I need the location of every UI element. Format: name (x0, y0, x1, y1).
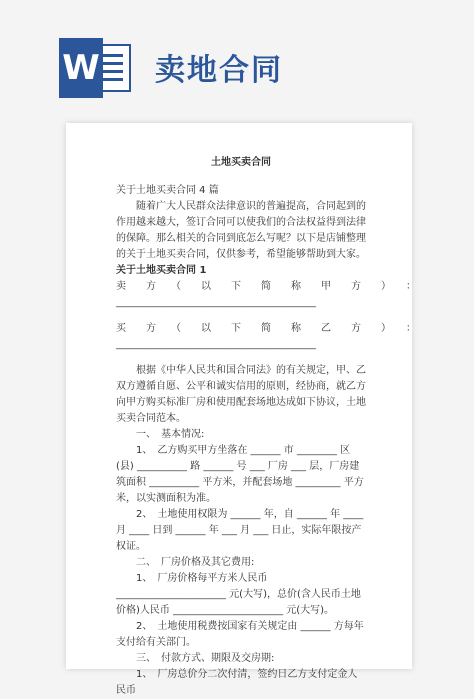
party-b-label: 买 方 （ 以 下 简 称 乙 方 ） ： (116, 323, 421, 334)
party-b-blank: ________________________________________ (116, 339, 316, 350)
clause-text: 1、 厂房价格每平方米人民币 ______________________ 元(大写)，总价(含人民币土地价格)人民币 ______________________ 元(大写)。 (116, 573, 361, 616)
document-heading: 卖地合同 (155, 53, 283, 88)
document-title: 土地买卖合同 (211, 157, 271, 168)
word-logo-badge: W (59, 38, 103, 98)
clause-heading: 一、 基本情况: (136, 429, 205, 440)
intro-line: 关于土地买卖合同 4 篇 (116, 185, 219, 196)
intro-paragraph: 随着广大人民群众法律意识的普遍提高，合同起到的作用越来越大，签订合同可以使我们的合法权益得到法律的保障。那么相关的合同到底怎么写呢？以下是店铺整理的关于土地买卖合同，仅供参考，希望能够帮助到大家。 (116, 201, 366, 260)
document-body (116, 155, 421, 699)
section-heading: 关于土地买卖合同 1 (116, 265, 207, 276)
clause-heading: 三、 付款方式、期限及交房期: (136, 653, 275, 664)
contract-paragraph: 根据《中华人民共和国合同法》的有关规定，甲、乙双方遵循自愿、公平和诚实信用的原则，经协商，就乙方向甲方购买标准厂房和使用配套场地达成如下协议，土地买卖合同范本。 (116, 365, 366, 424)
header-banner (0, 0, 474, 110)
clause-text: 2、 土地使用权限为 ______ 年，自 ______ 年 ____ 月 ____ 日到 ______ 年 ___ 月 ___ 日止，实际年限按产权证。 (116, 509, 364, 552)
clause-heading: 二、 厂房价格及其它费用: (136, 557, 255, 568)
document-page (66, 123, 421, 696)
clause-text: 1、 乙方购买甲方坐落在 ______ 市 ________ 区(县) __________ 路 ______ 号 ___ 厂房 ___ 层，厂房建筑面积 __________ 平方米，并配套场地 _________ 平方米，以实测面积为准。 (116, 445, 364, 504)
word-document-icon (59, 38, 131, 98)
clause-text: 1、 厂房总价分二次付清，签约日乙方支付定金人民币 (116, 669, 358, 696)
clause-text: 2、 土地使用税费按国家有关规定由 ______ 方每年支付给有关部门。 (116, 621, 364, 648)
party-a-blank: ________________________________________ (116, 297, 316, 308)
party-a-label: 卖 方 （ 以 下 简 称 甲 方 ） ： (116, 281, 421, 292)
